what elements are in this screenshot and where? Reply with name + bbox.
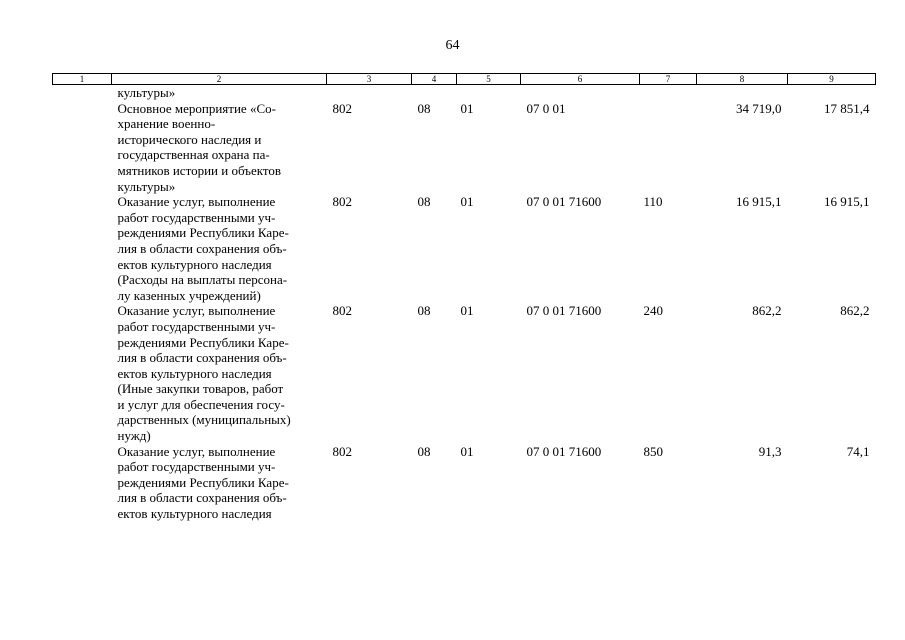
column-header: 2	[112, 74, 327, 85]
amount-col8: 34 719,0	[736, 100, 782, 116]
section-code: 08	[417, 194, 431, 210]
subsection-code: 01	[460, 194, 474, 210]
expense-type-code: 110	[643, 194, 663, 210]
table-row	[53, 303, 876, 443]
target-article-code: 07 0 01 71600	[526, 443, 602, 459]
table-row	[53, 444, 876, 522]
row-description: Основное мероприятие «Со- хранение военно- исторического наследия и государственная охрана па- мятников истории и объектов культуры»	[117, 100, 282, 194]
row-description: культуры»	[117, 85, 176, 100]
amount-col8: 16 915,1	[736, 194, 782, 210]
column-header: 3	[327, 74, 412, 85]
target-article-code: 07 0 01 71600	[526, 194, 602, 210]
subsection-code: 01	[460, 303, 474, 319]
column-number-header-row	[53, 74, 876, 85]
column-header: 1	[53, 74, 112, 85]
row-description: Оказание услуг, выполнение работ государственными уч- реждениями Республики Каре- лия в области сохранения объ- ектов культурного наследия	[117, 443, 289, 522]
subsection-code: 01	[460, 443, 474, 459]
expense-type-code: 850	[643, 443, 663, 459]
ministry-code: 802	[332, 303, 352, 319]
column-header: 4	[412, 74, 457, 85]
amount-col8: 862,2	[752, 303, 782, 319]
ministry-code: 802	[332, 100, 352, 116]
amount-col9: 74,1	[846, 443, 870, 459]
ministry-code: 802	[332, 443, 352, 459]
target-article-code: 07 0 01 71600	[526, 303, 602, 319]
amount-col9: 862,2	[840, 303, 870, 319]
amount-col9: 16 915,1	[824, 194, 870, 210]
expense-type-code	[640, 101, 697, 195]
table-row	[53, 85, 876, 101]
table-row	[53, 101, 876, 195]
column-header: 9	[788, 74, 876, 85]
column-header: 5	[457, 74, 521, 85]
column-header: 6	[521, 74, 640, 85]
ministry-code: 802	[332, 194, 352, 210]
section-code: 08	[417, 100, 431, 116]
budget-table	[52, 73, 876, 522]
subsection-code: 01	[460, 100, 474, 116]
amount-col9: 17 851,4	[824, 100, 870, 116]
amount-col8: 91,3	[758, 443, 782, 459]
table-row	[53, 194, 876, 303]
row-description: Оказание услуг, выполнение работ государственными уч- реждениями Республики Каре- лия в области сохранения объ- ектов культурного наследия (Иные закупки товаров, работ и услуг для обеспечения госу- дарственных (муниципальных) нужд)	[117, 303, 291, 444]
column-header: 7	[640, 74, 697, 85]
section-code: 08	[417, 443, 431, 459]
row-description: Оказание услуг, выполнение работ государственными уч- реждениями Республики Каре- лия в области сохранения объ- ектов культурного наследия (Расходы на выплаты персона- лу казенных учреждений)	[117, 194, 289, 303]
target-article-code: 07 0 01	[526, 100, 566, 116]
expense-type-code: 240	[643, 303, 663, 319]
column-header: 8	[697, 74, 788, 85]
page-number: 64	[445, 38, 460, 53]
section-code: 08	[417, 303, 431, 319]
